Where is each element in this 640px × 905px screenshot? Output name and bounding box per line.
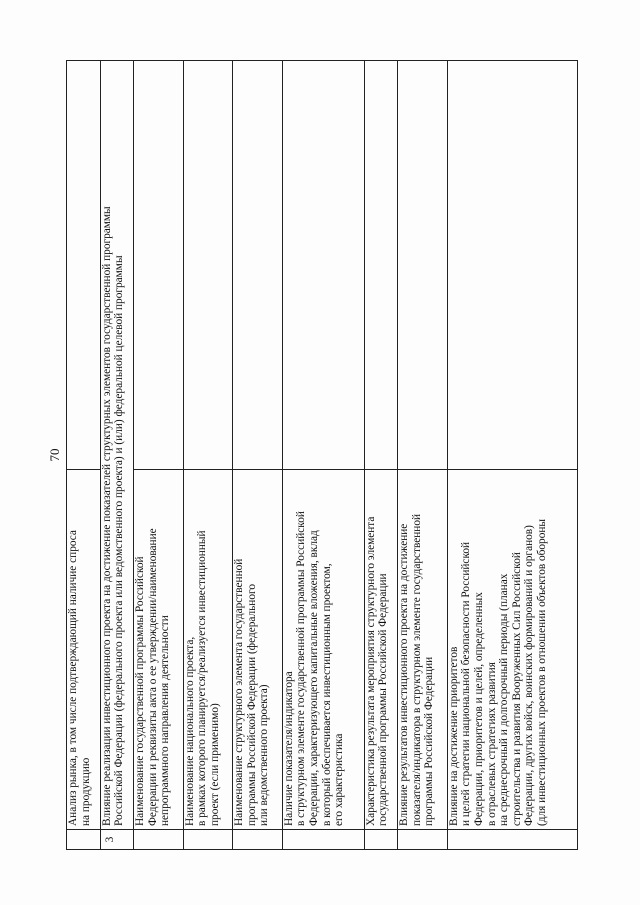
table-row: [134, 61, 184, 850]
row-label-line: Федерации, других войск, воинских формирований и органов): [523, 525, 536, 826]
row-label-line: (для инвестиционных проектов в отношении объектов обороны: [535, 519, 548, 826]
row-label-line: в рамках которого планируется/реализуется инвестиционный: [196, 530, 209, 826]
table-row: [100, 61, 134, 850]
row-label-line: проект (если применимо): [208, 703, 221, 826]
row-label-line: его характеристика: [333, 733, 346, 826]
row-label-line: в структурном элементе государственной программы Российской: [295, 511, 308, 826]
row-label-line: Анализ рынка, в том числе подтверждающий наличие спроса: [67, 530, 79, 826]
row-value-cell: [134, 61, 184, 470]
row-label-line: программы Российской Федерации: [423, 656, 436, 826]
row-number-cell: [282, 830, 364, 850]
row-label-line: Наименование структурного элемента государственной: [233, 558, 246, 826]
row-label-cell: [364, 470, 398, 830]
row-label-cell: [67, 470, 101, 830]
row-number-cell: [398, 830, 448, 850]
table-row: [447, 61, 577, 850]
page-number: 70: [47, 448, 62, 462]
rotated-table-container: [66, 60, 578, 850]
row-number-cell: [183, 830, 233, 850]
row-label-line: Федерации, характеризующего капитальные вложения, вклад: [308, 530, 321, 826]
row-label-line: на среднесрочный и долгосрочный периоды (планах: [498, 573, 511, 826]
row-label-line: Наличие показателя/индикатора: [282, 671, 295, 826]
row-label-line: Влияние результатов инвестиционного проекта на достижение: [398, 523, 411, 826]
row-label-cell: [233, 470, 283, 830]
row-label-line: непрограммного направления деятельности: [159, 615, 172, 826]
row-label-line: Федерации и реквизиты акта о ее утверждении/наименование: [146, 528, 159, 826]
project-info-table: [66, 60, 578, 850]
row-label-line: в который обеспечивается инвестиционным проектом,: [320, 563, 333, 826]
row-label-line: Наименование национального проекта,: [183, 636, 196, 826]
row-value-cell: [183, 61, 233, 470]
row-value-cell: [67, 61, 101, 470]
row-value-cell: [364, 61, 398, 470]
row-number-cell: [134, 830, 184, 850]
row-number-cell: [447, 830, 577, 850]
row-value-cell: [398, 61, 448, 470]
row-label-line: государственной программы Российской Федерации: [377, 573, 390, 826]
row-label-line: Влияние реализации инвестиционного проекта на достижение показателей структурных элементов государственной программы: [100, 206, 113, 826]
row-label-line: показателя/индикатора в структурном элементе государственной: [410, 513, 423, 826]
row-label-line: строительства и развития Вооруженных Сил Российской: [510, 552, 523, 826]
row-label-cell: [282, 470, 364, 830]
table-row: [364, 61, 398, 850]
row-label-cell: [447, 470, 577, 830]
row-label-cell: [100, 61, 134, 830]
row-number-cell: [67, 830, 101, 850]
row-label-line: Российской Федерации (федерального проекта или ведомственного проекта) и (или) федеральной целевой программы: [113, 255, 126, 826]
row-value-cell: [447, 61, 577, 470]
table-row: [67, 61, 101, 850]
row-value-cell: [233, 61, 283, 470]
table-row: [183, 61, 233, 850]
row-label-line: программы Российской Федерации (федерального: [245, 584, 258, 826]
row-label-line: Характеристика результата мероприятия структурного элемента: [364, 516, 377, 826]
row-label-line: на продукцию: [79, 757, 92, 826]
row-label-line: Влияние на достижение приоритетов: [447, 646, 460, 826]
row-label-line: или ведомственного проекта): [258, 684, 271, 826]
row-number-cell: [233, 830, 283, 850]
row-label-cell: [183, 470, 233, 830]
row-label-line: в отраслевых стратегиях развития: [485, 662, 498, 826]
table-row: [233, 61, 283, 850]
row-label-cell: [398, 470, 448, 830]
row-number-cell: [364, 830, 398, 850]
table-row: [398, 61, 448, 850]
row-value-cell: [282, 61, 364, 470]
row-label-line: Наименование государственной программы Российской: [134, 556, 146, 826]
table-row: [282, 61, 364, 850]
row-label-line: и целей стратегии национальной безопасности Российской: [460, 541, 473, 826]
row-label-cell: [134, 470, 184, 830]
row-number-cell: 3: [100, 830, 134, 850]
row-label-line: Федерации, приоритетов и целей, определенных: [472, 592, 485, 826]
